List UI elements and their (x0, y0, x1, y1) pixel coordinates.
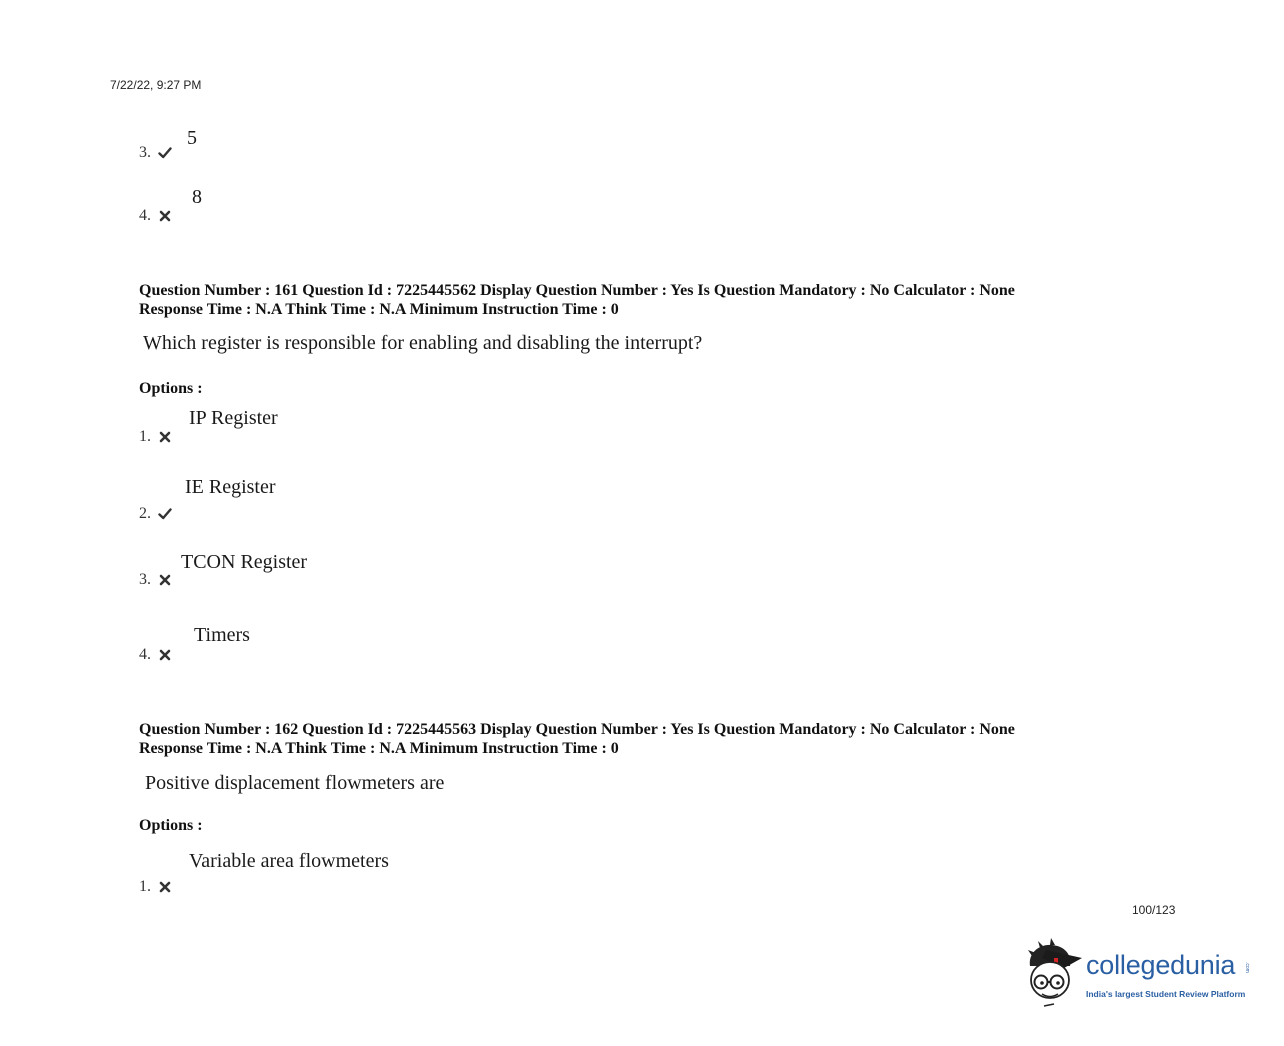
option-number: 4. (139, 207, 151, 224)
option-row (139, 144, 172, 162)
option-number: 3. (139, 144, 151, 161)
option-number: 1. (139, 428, 151, 445)
print-timestamp: 7/22/22, 9:27 PM (110, 78, 202, 92)
option-row (139, 428, 172, 446)
option-number: 3. (139, 571, 151, 588)
question-meta-line: Question Number : 162 Question Id : 7225445563 Display Question Number : Yes Is Question Mandatory : No Calculator : None (139, 721, 1015, 738)
option-text: Timers (194, 624, 250, 646)
check-icon (158, 507, 172, 521)
option-text: Variable area flowmeters (189, 850, 389, 872)
cross-icon (158, 209, 172, 223)
cross-icon (158, 648, 172, 662)
logo-domain: .com (1244, 962, 1250, 973)
check-icon (158, 146, 172, 160)
cross-icon (158, 573, 172, 587)
option-number: 4. (139, 646, 151, 663)
logo-wordmark: collegedunia (1086, 950, 1236, 980)
option-text: IE Register (185, 476, 276, 498)
question-text: Positive displacement flowmeters are (145, 772, 445, 794)
option-text: IP Register (189, 407, 278, 429)
option-number: 1. (139, 878, 151, 895)
question-meta-line: Question Number : 161 Question Id : 7225445562 Display Question Number : Yes Is Question Mandatory : No Calculator : None (139, 282, 1015, 299)
cross-icon (158, 430, 172, 444)
question-meta-line: Response Time : N.A Think Time : N.A Minimum Instruction Time : 0 (139, 301, 619, 318)
mascot-icon (1024, 938, 1086, 1010)
cross-icon (158, 880, 172, 894)
options-label: Options : (139, 380, 203, 397)
option-row (139, 646, 172, 664)
option-row (139, 878, 172, 896)
collegedunia-logo[interactable] (1024, 938, 1254, 1010)
logo-tagline: India's largest Student Review Platform (1086, 989, 1246, 999)
question-text: Which register is responsible for enabling and disabling the interrupt? (143, 332, 703, 354)
option-row (139, 571, 172, 589)
option-text: 5 (187, 127, 197, 149)
option-row (139, 505, 172, 523)
option-number: 2. (139, 505, 151, 522)
page-number: 100/123 (1132, 903, 1176, 917)
options-label: Options : (139, 817, 203, 834)
option-row (139, 207, 172, 225)
question-meta-line: Response Time : N.A Think Time : N.A Minimum Instruction Time : 0 (139, 740, 619, 757)
option-text: 8 (192, 186, 202, 208)
option-text: TCON Register (181, 551, 308, 573)
